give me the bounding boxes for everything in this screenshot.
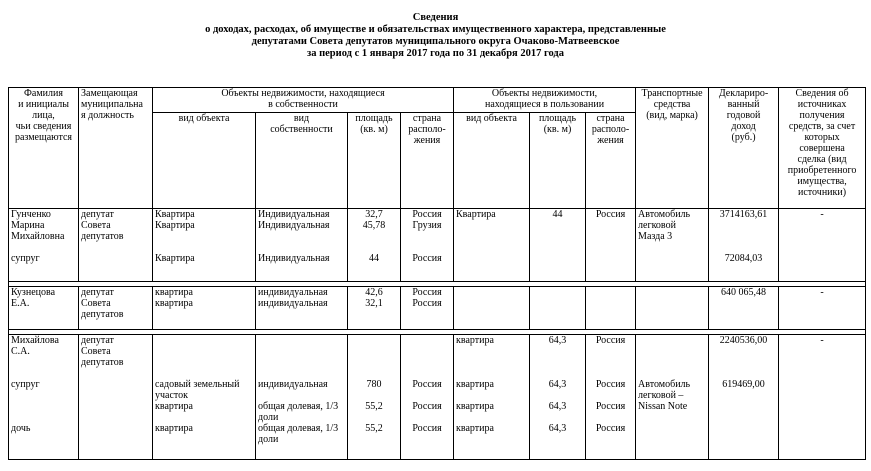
cell-income: 640 065,48 xyxy=(709,287,779,330)
cell-used-area xyxy=(530,287,586,330)
heading-line-2: о доходах, расходах, об имуществе и обязательствах имущественного характера, представленные xyxy=(205,24,666,35)
header-used-type: вид объекта xyxy=(454,113,530,209)
cell-owned-ownership: индивидуальная индивидуальная xyxy=(256,287,348,330)
declarations-table xyxy=(8,87,866,460)
cell-sources: - xyxy=(779,209,866,282)
cell-used-area: 64,3 64,3 64,3 64,3 xyxy=(530,335,586,460)
table-row-kuznetsova xyxy=(9,287,866,330)
table-row-mikhailova xyxy=(9,335,866,460)
cell-owned-country: Россия Россия Россия xyxy=(401,335,454,460)
cell-name: Гунченко Марина Михайловна супруг xyxy=(9,209,79,282)
document-heading xyxy=(0,12,871,60)
cell-owned-type: квартира квартира xyxy=(153,287,256,330)
header-transport: Транспортные средства (вид, марка) xyxy=(636,88,709,209)
header-owned-area: площадь (кв. м) xyxy=(348,113,401,209)
cell-owned-ownership: индивидуальная общая долевая, 1/3 доли общая долевая, 1/3 доли xyxy=(256,335,348,460)
header-owned-ownership: вид собственности xyxy=(256,113,348,209)
cell-position: депутат Совета депутатов xyxy=(79,287,153,330)
cell-used-area: 44 xyxy=(530,209,586,282)
cell-name: Михайлова С.А. супруг дочь xyxy=(9,335,79,460)
table-row-gunchenko xyxy=(9,209,866,282)
cell-position: депутат Совета депутатов xyxy=(79,209,153,282)
header-used-group: Объекты недвижимости, находящиеся в пользовании xyxy=(454,88,636,113)
header-position: Замещающая муниципальна я должность xyxy=(79,88,153,209)
cell-owned-type: Квартира Квартира Квартира xyxy=(153,209,256,282)
header-income: Деклариро- ванный годовой доход (руб.) xyxy=(709,88,779,209)
cell-sources: - xyxy=(779,335,866,460)
header-row-1 xyxy=(9,88,866,113)
cell-name: Кузнецова Е.А. xyxy=(9,287,79,330)
header-sources: Сведения об источниках получения средств, за счет которых совершена сделка (вид приобретенного имущества, источники) xyxy=(779,88,866,209)
cell-owned-ownership: Индивидуальная Индивидуальная Индивидуальная xyxy=(256,209,348,282)
cell-owned-type: садовый земельный участок квартира квартира xyxy=(153,335,256,460)
cell-used-type xyxy=(454,287,530,330)
header-owned-group: Объекты недвижимости, находящиеся в собственности xyxy=(153,88,454,113)
heading-line-4: за период с 1 января 2017 года по 31 декабря 2017 года xyxy=(307,48,564,59)
cell-transport: Автомобиль легковой – Nissan Note xyxy=(636,335,709,460)
cell-sources: - xyxy=(779,287,866,330)
cell-owned-country: Россия Россия xyxy=(401,287,454,330)
header-owned-country: страна располо- жения xyxy=(401,113,454,209)
cell-used-country xyxy=(586,287,636,330)
header-name: Фамилия и инициалы лица, чьи сведения размещаются xyxy=(9,88,79,209)
cell-used-type: квартира квартира квартира квартира xyxy=(454,335,530,460)
cell-owned-area: 780 55,2 55,2 xyxy=(348,335,401,460)
header-used-country: страна располо- жения xyxy=(586,113,636,209)
cell-transport xyxy=(636,287,709,330)
cell-used-country: Россия xyxy=(586,209,636,282)
cell-income: 3714163,61 72084,03 xyxy=(709,209,779,282)
cell-income: 2240536,00 619469,00 xyxy=(709,335,779,460)
cell-owned-area: 32,7 45,78 44 xyxy=(348,209,401,282)
cell-used-country: Россия Россия Россия Россия xyxy=(586,335,636,460)
cell-position: депутат Совета депутатов xyxy=(79,335,153,460)
header-owned-type: вид объекта xyxy=(153,113,256,209)
cell-owned-area: 42,6 32,1 xyxy=(348,287,401,330)
header-used-area: площадь (кв. м) xyxy=(530,113,586,209)
cell-owned-country: Россия Грузия Россия xyxy=(401,209,454,282)
cell-used-type: Квартира xyxy=(454,209,530,282)
heading-line-3: депутатами Совета депутатов муниципального округа Очаково-Матвеевское xyxy=(251,36,620,47)
cell-transport: Автомобиль легковой Мазда 3 xyxy=(636,209,709,282)
heading-title: Сведения xyxy=(412,12,459,23)
